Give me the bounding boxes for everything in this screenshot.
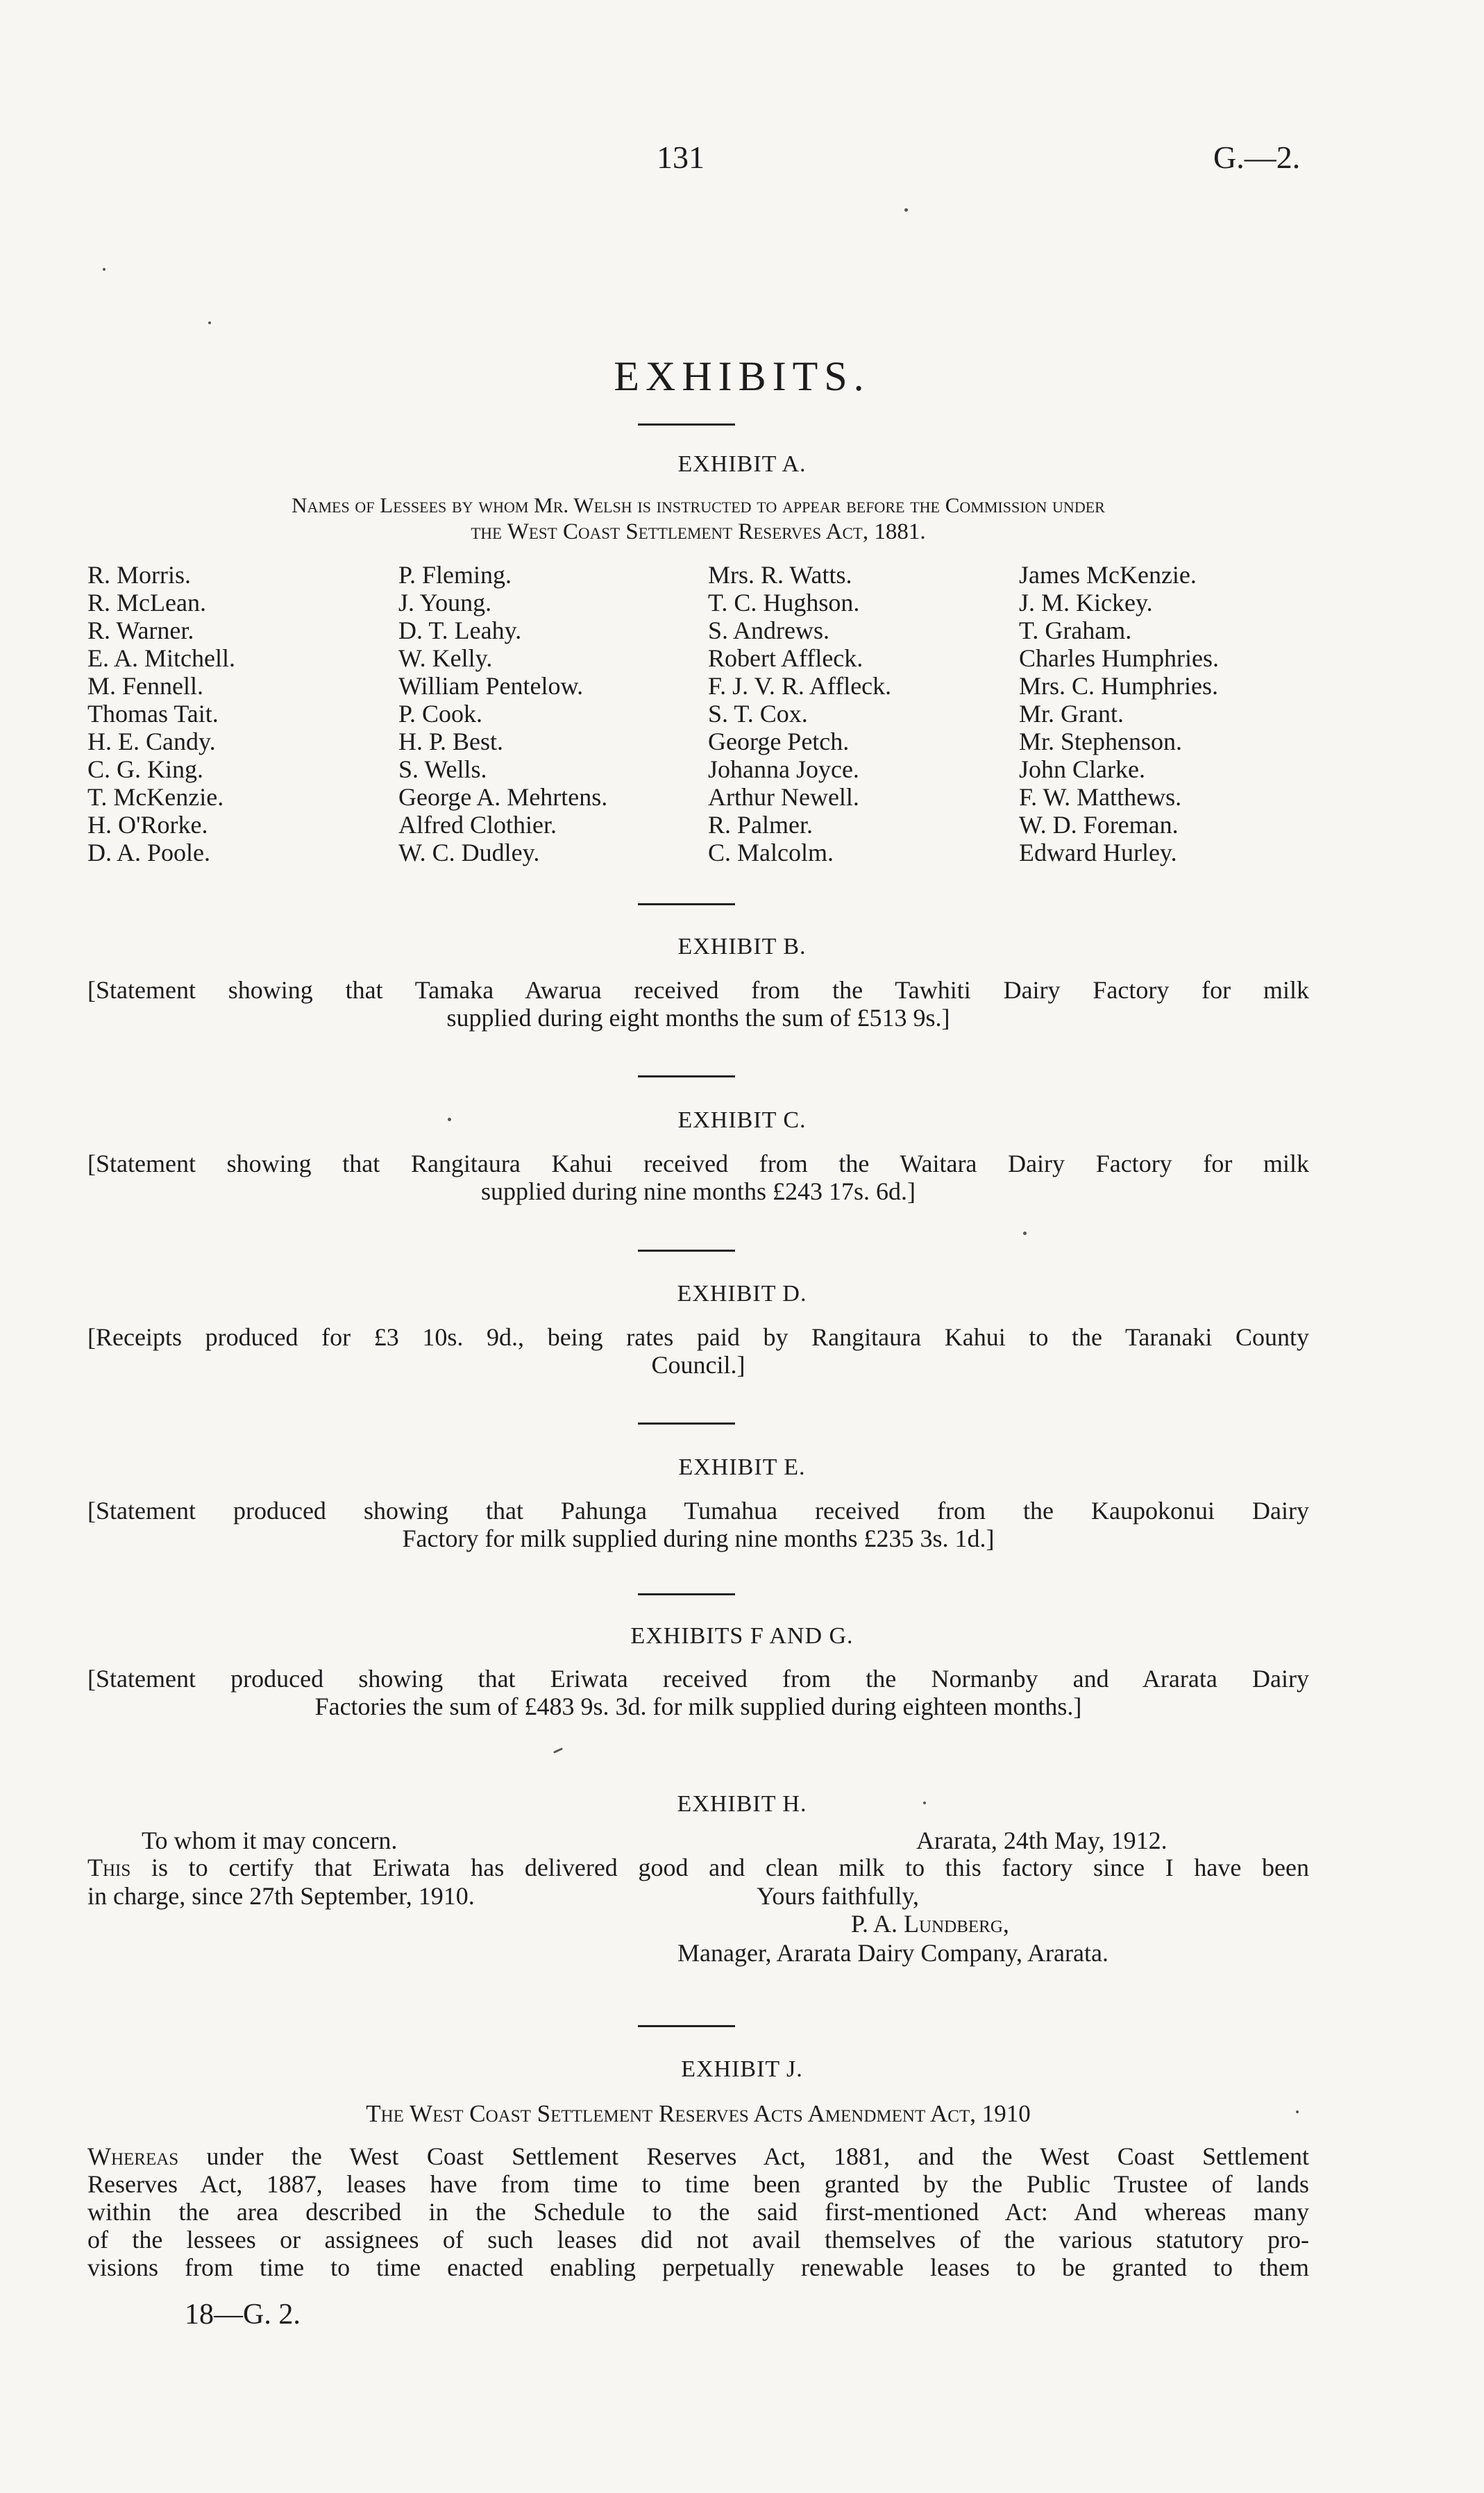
scan-speck	[553, 1747, 563, 1754]
lessee-column-2	[398, 561, 607, 866]
exhibit-j-lead-word: Whereas	[87, 2142, 179, 2170]
divider	[638, 423, 735, 426]
lessee-name: R. Morris.	[87, 561, 192, 589]
lessee-name: S. Wells.	[398, 755, 487, 783]
exhibit-j-act-title: The West Coast Settlement Reserves Acts Amendment Act, 1910	[366, 2100, 1031, 2127]
exhibit-b-heading: EXHIBIT B.	[677, 934, 807, 959]
scan-speck	[923, 1802, 926, 1804]
lessee-name: S. Andrews.	[708, 616, 830, 644]
lessee-name: John Clarke.	[1019, 755, 1145, 783]
exhibit-j-heading: EXHIBIT J.	[681, 2056, 803, 2082]
exhibit-h-heading: EXHIBIT H.	[677, 1791, 807, 1817]
lessee-name: F. J. V. R. Affleck.	[708, 672, 892, 700]
scan-speck	[103, 268, 106, 271]
document-reference: G.—2.	[1213, 140, 1301, 175]
exhibits-f-g-line2: Factories the sum of £483 9s. 3d. for milk supplied during eighteen months.]	[314, 1693, 1082, 1720]
exhibit-h-body-line1	[87, 1854, 1309, 1881]
divider	[638, 1593, 735, 1595]
exhibit-j-para-line: of the lessees or assignees of such leases did not avail themselves of the various statutory pro-	[87, 2226, 1309, 2253]
lessee-name: W. Kelly.	[398, 644, 493, 672]
exhibit-e-line2: Factory for milk supplied during nine months £235 3s. 1d.]	[402, 1525, 995, 1552]
lessee-name: S. T. Cox.	[708, 700, 808, 728]
lessee-name: W. D. Foreman.	[1019, 811, 1179, 839]
exhibit-j-para-line: within the area described in the Schedule to the said first-mentioned Act: And whereas many	[87, 2198, 1309, 2226]
lessee-name: J. Young.	[398, 589, 492, 616]
footer-signature-mark: 18—G. 2.	[185, 2299, 301, 2331]
lessee-column-1	[87, 561, 235, 866]
lessee-name: George A. Mehrtens.	[398, 783, 608, 811]
exhibit-j-para-line: Reserves Act, 1887, leases have from time to time been granted by the Public Trustee of lands	[87, 2170, 1309, 2198]
lessee-name: H. P. Best.	[398, 728, 504, 755]
exhibits-f-g-line1: [Statement produced showing that Eriwata received from the Normanby and Ararata Dairy	[87, 1665, 1309, 1693]
exhibit-h-closing: Yours faithfully,	[757, 1882, 920, 1910]
lessee-name: C. Malcolm.	[708, 839, 834, 866]
divider	[638, 2025, 735, 2027]
lessee-name: R. Warner.	[87, 616, 194, 644]
lessee-name: J. M. Kickey.	[1019, 589, 1153, 616]
exhibit-h-signatory: P. A. Lundberg,	[851, 1910, 1009, 1938]
lessee-name: W. C. Dudley.	[398, 839, 540, 866]
lessee-name: T. McKenzie.	[87, 783, 224, 811]
exhibit-h-signatory-title: Manager, Ararata Dairy Company, Ararata.	[677, 1939, 1108, 1967]
lessee-name: F. W. Matthews.	[1019, 783, 1182, 811]
page-title: EXHIBITS.	[614, 353, 870, 399]
lessee-name: James McKenzie.	[1019, 561, 1197, 589]
exhibit-h-body-line2: in charge, since 27th September, 1910.	[87, 1882, 475, 1910]
scan-speck	[904, 208, 908, 212]
lessee-name: P. Fleming.	[398, 561, 512, 589]
exhibit-h-lead-word: This	[87, 1854, 131, 1881]
lessee-name: William Pentelow.	[398, 672, 584, 700]
exhibit-d-heading: EXHIBIT D.	[677, 1281, 807, 1307]
lessee-name: Robert Affleck.	[708, 644, 863, 672]
lessee-column-3	[708, 561, 891, 866]
lessee-name: D. A. Poole.	[87, 839, 211, 866]
exhibit-c-line2: supplied during nine months £243 17s. 6d.]	[481, 1177, 916, 1205]
exhibit-c-heading: EXHIBIT C.	[677, 1107, 807, 1133]
lessee-name: H. E. Candy.	[87, 728, 216, 755]
exhibit-a-heading: EXHIBIT A.	[677, 451, 807, 477]
lessee-name: R. Palmer.	[708, 811, 813, 839]
exhibit-j-para-line: visions from time to time enacted enabling perpetually renewable leases to be granted to them	[87, 2253, 1309, 2281]
lessee-name: R. McLean.	[87, 589, 206, 616]
lessee-name: Mr. Grant.	[1019, 700, 1124, 728]
lessee-name: George Petch.	[708, 728, 850, 755]
lessee-name: Johanna Joyce.	[708, 755, 859, 783]
lessee-name: Thomas Tait.	[87, 700, 219, 728]
lessee-name: Edward Hurley.	[1019, 839, 1177, 866]
exhibit-c-line1: [Statement showing that Rangitaura Kahui received from the Waitara Dairy Factory for milk	[87, 1150, 1309, 1177]
exhibit-b-line2: supplied during eight months the sum of £513 9s.]	[446, 1004, 950, 1032]
exhibit-h-salutation: To whom it may concern.	[142, 1827, 398, 1854]
scan-speck	[1296, 2110, 1299, 2113]
lessee-name: E. A. Mitchell.	[87, 644, 235, 672]
lessee-name: Mrs. C. Humphries.	[1019, 672, 1218, 700]
lessee-name: Charles Humphries.	[1019, 644, 1219, 672]
exhibit-d-line1: [Receipts produced for £3 10s. 9d., being rates paid by Rangitaura Kahui to the Taranaki County	[87, 1323, 1309, 1351]
page-number: 131	[657, 140, 705, 175]
exhibit-j-body-text: under the West Coast Settlement Reserves Act, 1881, and the West Coast Settlement	[178, 2142, 1309, 2170]
lessee-name: T. Graham.	[1019, 616, 1132, 644]
scan-speck	[208, 321, 211, 324]
exhibits-f-g-heading: EXHIBITS F AND G.	[630, 1623, 854, 1649]
lessee-name: Mrs. R. Watts.	[708, 561, 852, 589]
exhibit-a-caption-line2: the West Coast Settlement Reserves Act, 1881.	[471, 519, 926, 544]
lessee-name: Alfred Clothier.	[398, 811, 557, 839]
lessee-name: H. O'Rorke.	[87, 811, 208, 839]
exhibit-e-line1: [Statement produced showing that Pahunga Tumahua received from the Kaupokonui Dairy	[87, 1497, 1309, 1525]
divider	[638, 903, 735, 905]
lessee-name: Mr. Stephenson.	[1019, 728, 1183, 755]
scan-speck	[448, 1118, 451, 1121]
exhibit-b-line1: [Statement showing that Tamaka Awarua received from the Tawhiti Dairy Factory for milk	[87, 976, 1309, 1004]
scan-speck	[1023, 1232, 1027, 1235]
lessee-name: Arthur Newell.	[708, 783, 859, 811]
divider	[638, 1250, 735, 1252]
exhibit-h-body-text: is to certify that Eriwata has delivered good and clean milk to this factory since I have been	[130, 1854, 1309, 1881]
exhibit-e-heading: EXHIBIT E.	[678, 1454, 806, 1480]
divider	[638, 1075, 735, 1077]
lessee-name: M. Fennell.	[87, 672, 203, 700]
exhibit-h-place-date: Ararata, 24th May, 1912.	[916, 1827, 1167, 1854]
lessee-column-4	[1019, 561, 1219, 866]
exhibit-a-caption-line1: Names of Lessees by whom Mr. Welsh is instructed to appear before the Commission under	[292, 493, 1105, 517]
lessee-name: C. G. King.	[87, 755, 204, 783]
lessee-name: P. Cook.	[398, 700, 483, 728]
exhibit-j-para-line1	[87, 2142, 1309, 2170]
lessee-name: D. T. Leahy.	[398, 616, 522, 644]
lessee-name: T. C. Hughson.	[708, 589, 860, 616]
exhibit-d-line2: Council.]	[651, 1351, 745, 1379]
divider	[638, 1422, 735, 1425]
